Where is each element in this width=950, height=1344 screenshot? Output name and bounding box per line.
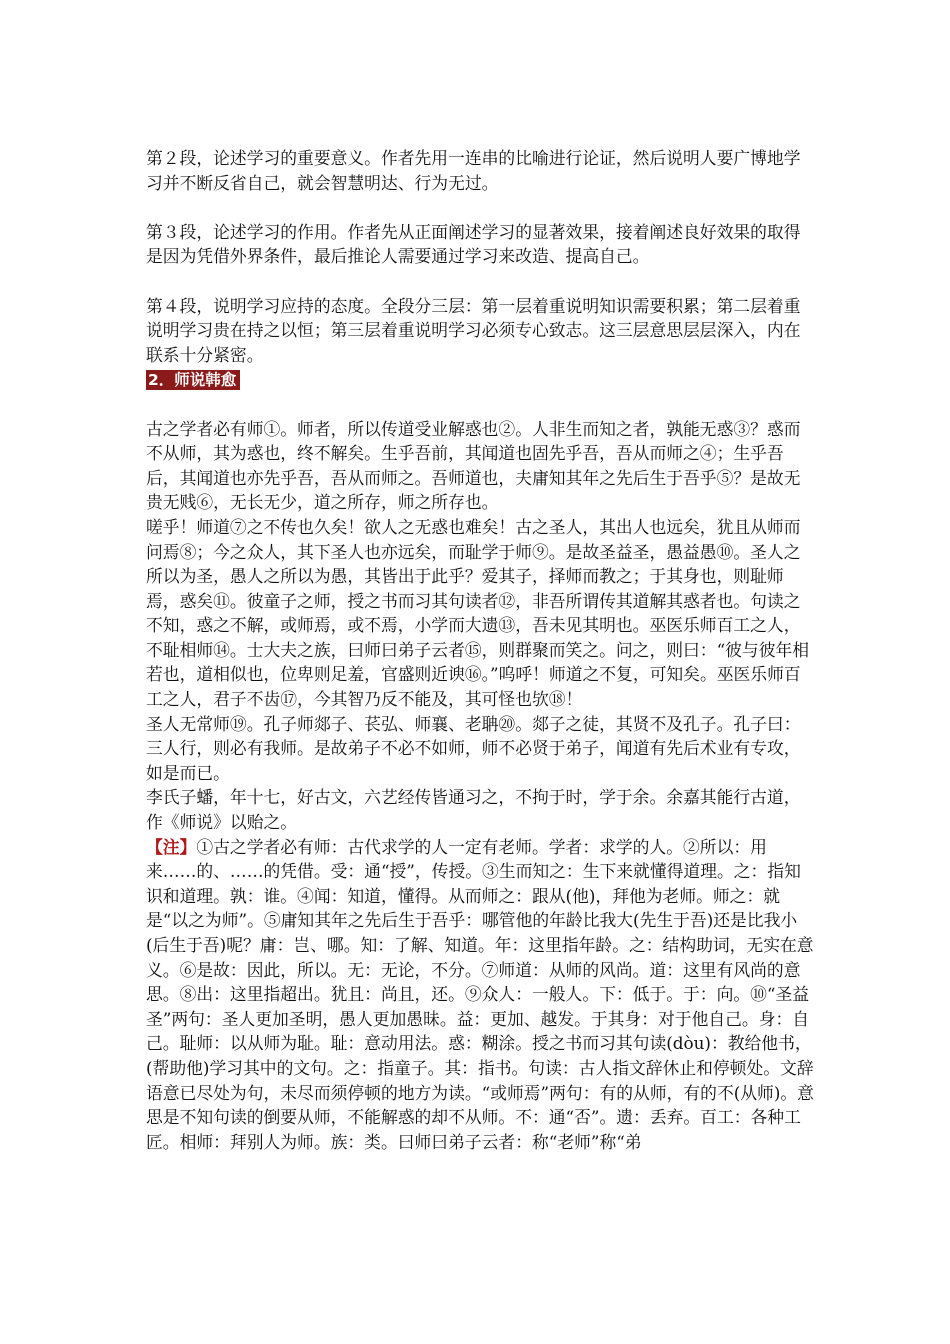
text-paragraph-3: 圣人无常师⑲。孔子师郯子、苌弘、师襄、老聃⑳。郯子之徒，其贤不及孔子。孔子曰：三人行，则必有我师。是故弟子不必不如师，师不必贤于弟子，闻道有先后术业有专攻，如是而已。 <box>146 713 801 783</box>
summary-paragraph-3: 第３段，论述学习的作用。作者先从正面阐述学习的显著效果，接着阐述良好效果的取得是因为凭借外界条件，最后推论人需要通过学习来改造、提高自己。 <box>146 221 801 267</box>
section-heading: 2．师说韩愈 <box>146 370 240 390</box>
section-heading-wrap <box>146 367 814 392</box>
notes-paragraph <box>146 835 814 1155</box>
notes-body: ①古之学者必有师：古代求学的人一定有老师。学者：求学的人。②所以：用来……的、……的凭借。受：通“授”，传授。③生而知之：生下来就懂得道理。之：指知识和道理。孰：谁。④闻：知道，懂得。从而师之：跟从(他)，拜他为老师。师之：就是“以之为师”。⑤庸知其年之先后生于吾乎：哪管他的年龄比我大(先生于吾)还是比我小(后生于吾)呢？庸：岂、哪。知：了解、知道。年：这里指年龄。之：结构助词，无实在意义。⑥是故：因此，所以。无：无论，不分。⑦师道：从师的风尚。道：这里有风尚的意思。⑧出：这里指超出。犹且：尚且，还。⑨众人：一般人。下：低于。于：向。⑩“圣益圣”两句：圣人更加圣明，愚人更加愚昧。益：更加、越发。于其身：对于他自己。身：自己。耻师：以从师为耻。耻：意动用法。惑：糊涂。授之书而习其句读(dòu)：教给他书，(帮助他)学习其中的文句。之：指童子。其：指书。句读：古人指文辞休止和停顿处。文辞语意已尽处为句，未尽而须停顿的地方为读。“或师焉”两句：有的从师，有的不(从师)。意思是不知句读的倒要从师，不能解惑的却不从师。不：通“否”。遗：丢弃。百工：各种工匠。相师：拜别人为师。族：类。曰师曰弟子云者：称“老师”称“弟 <box>146 836 814 1152</box>
text-paragraph-1: 古之学者必有师①。师者，所以传道受业解惑也②。人非生而知之者，孰能无惑③？惑而不从师，其为惑也，终不解矣。生乎吾前，其闻道也固先乎吾，吾从而师之④；生乎吾后，其闻道也亦先乎吾，吾从而师之。吾师道也，夫庸知其年之先后生于吾乎⑤？是故无贵无贱⑥，无长无少，道之所存，师之所存也。 <box>146 418 801 513</box>
summary-paragraph-4: 第４段，说明学习应持的态度。全段分三层：第一层着重说明知识需要积累；第二层着重说明学习贵在持之以恒；第三层着重说明学习必须专心致志。这三层意思层层深入，内在联系十分紧密。 <box>146 295 801 365</box>
text-paragraph-2: 嗟乎！师道⑦之不传也久矣！欲人之无惑也难矣！古之圣人，其出人也远矣，犹且从师而问焉⑧；今之众人，其下圣人也亦远矣，而耻学于师⑨。是故圣益圣，愚益愚⑩。圣人之所以为圣，愚人之所以为愚，其皆出于此乎？爱其子，择师而教之；于其身也，则耻师焉，惑矣⑪。彼童子之师，授之书而习其句读者⑫，非吾所谓传其道解其惑者也。句读之不知，惑之不解，或师焉，或不焉，小学而大遗⑬，吾未见其明也。巫医乐师百工之人，不耻相师⑭。士大夫之族，曰师曰弟子云者⑮，则群聚而笑之。问之，则曰：“彼与彼年相若也，道相似也，位卑则足羞，官盛则近谀⑯。”呜呼！师道之不复，可知矣。巫医乐师百工之人，君子不齿⑰，今其智乃反不能及，其可怪也欤⑱！ <box>146 516 810 710</box>
summary-paragraph-2: 第２段，论述学习的重要意义。作者先用一连串的比喻进行论证，然后说明人要广博地学习并不断反省自己，就会智慧明达、行为无过。 <box>146 148 801 193</box>
text-paragraph-4: 李氏子蟠，年十七，好古文，六艺经传皆通习之，不拘于时，学于余。余嘉其能行古道，作《师说》以贻之。 <box>146 787 801 833</box>
notes-tag: 【注】 <box>146 836 197 857</box>
document-body <box>146 146 814 1154</box>
